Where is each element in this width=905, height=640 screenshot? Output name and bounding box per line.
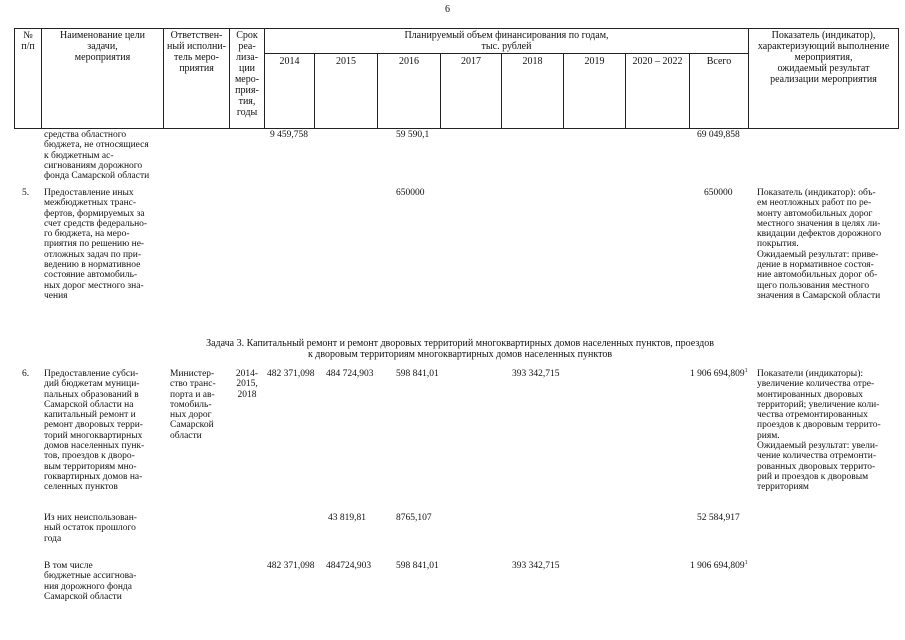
value-2015: 484 724,903 xyxy=(326,369,374,379)
header-indicator: Показатель (индикатор), характеризующий выполнение мероприятия, ожидаемый результат реализации мероприятия xyxy=(757,30,890,85)
year-total: Всего xyxy=(706,56,732,67)
year-2018: 2018 xyxy=(522,56,543,67)
page-number: 6 xyxy=(445,4,450,15)
value-2015: 43 819,81 xyxy=(328,513,366,523)
value-2014: 482 371,098 xyxy=(267,561,315,571)
value-total: 69 049,858 xyxy=(697,130,740,140)
header-term: Срок реа- лиза- ции меро- прия- тия, годы xyxy=(234,30,260,118)
value-2014: 9 459,758 xyxy=(270,130,308,140)
value-total: 52 584,917 xyxy=(697,513,740,523)
year-2016: 2016 xyxy=(399,56,419,67)
row-indicator: Показатель (индикатор): объ- ем неотложных работ по ре- монту автомобильных дорог местного значения в целях ли- квидации дефектов дорожного покрытия. Ожидаемый результат: приве- дение в нормативное состоя- ние автомобильных дорог об- щего пользования местного значения в Самарской области xyxy=(757,188,882,301)
value-2016: 8765,107 xyxy=(396,513,432,523)
row-indicator: Показатели (индикаторы): увеличение количества отре- монтированных дворовых территорий; увеличение коли- чества отремонтированных проездов к дворовым террито- риям. Ожидаемый результат: увели- чение количества отремонти- рованных дворовых террито- рий и проездов к дворовым территориям xyxy=(757,369,881,493)
row-name: Предоставление иных межбюджетных транс- фертов, формируемых за счет средств федерально- го бюджета, на меро- приятия по решению не- отложных задач по при- ведению в нормативное состояние автомобиль- ных дорог местного зна- чения xyxy=(44,188,148,301)
row-number: 5. xyxy=(22,188,30,198)
year-2014: 2014 xyxy=(279,56,300,67)
row-term: 2014- 2015, 2018 xyxy=(235,369,259,400)
footnote-mark: 1 xyxy=(744,559,748,566)
value-2016: 598 841,01 xyxy=(396,369,439,379)
year-2020-2022: 2020 – 2022 xyxy=(632,56,683,67)
row-name: Предоставление субси- дий бюджетам муници- пальных образований в Самарской области на капитальный ремонт и ремонт дворовых терри- торий многоквартирных домов населенных пунк- тов, проездов к дворо- вым территориям мно- гоквартирных домов на- селенных пунктов xyxy=(44,369,145,493)
row-number: 6. xyxy=(22,369,30,379)
value-2015: 484724,903 xyxy=(326,561,372,571)
header-responsible: Ответствен- ный исполни- тель меро- приятия xyxy=(167,30,226,74)
year-2017: 2017 xyxy=(461,56,481,67)
value-2014: 482 371,098 xyxy=(267,369,315,379)
value-2016: 650000 xyxy=(396,188,425,198)
footnote-mark: 1 xyxy=(744,367,748,374)
task-heading: Задача 3. Капитальный ремонт и ремонт дворовых территорий многоквартирных домов населенных пунктов, проездов к дворовым территориям многоквартирных домов населенных пунктов xyxy=(206,338,714,360)
value-2018: 393 342,715 xyxy=(512,369,560,379)
header-num: № п/п xyxy=(21,30,35,52)
value-total: 1 906 694,809$^1$ xyxy=(690,367,748,379)
value-2016: 598 841,01 xyxy=(396,561,439,571)
value-total: 650000 xyxy=(704,188,733,198)
row-name: Из них неиспользован- ный остаток прошлого года xyxy=(44,513,137,544)
value-2016: 59 590,1 xyxy=(396,130,430,140)
row-responsible: Министер- ство транс- порта и ав- томобиль- ных дорог Самарской области xyxy=(170,369,216,441)
value-total: 1 906 694,809$^1$ xyxy=(690,559,748,571)
value-2018: 393 342,715 xyxy=(512,561,560,571)
header-name: Наименование цели задачи, мероприятия xyxy=(60,30,145,63)
header-funding: Планируемый объем финансирования по годам, тыс. рублей xyxy=(404,30,609,52)
row-name: средства областного бюджета, не относящиеся к бюджетным ас- сигнованиям дорожного фонда Самарской области xyxy=(44,130,150,182)
year-2019: 2019 xyxy=(584,56,605,67)
year-2015: 2015 xyxy=(336,56,356,67)
row-name: В том числе бюджетные ассигнова- ния дорожного фонда Самарской области xyxy=(44,561,137,602)
